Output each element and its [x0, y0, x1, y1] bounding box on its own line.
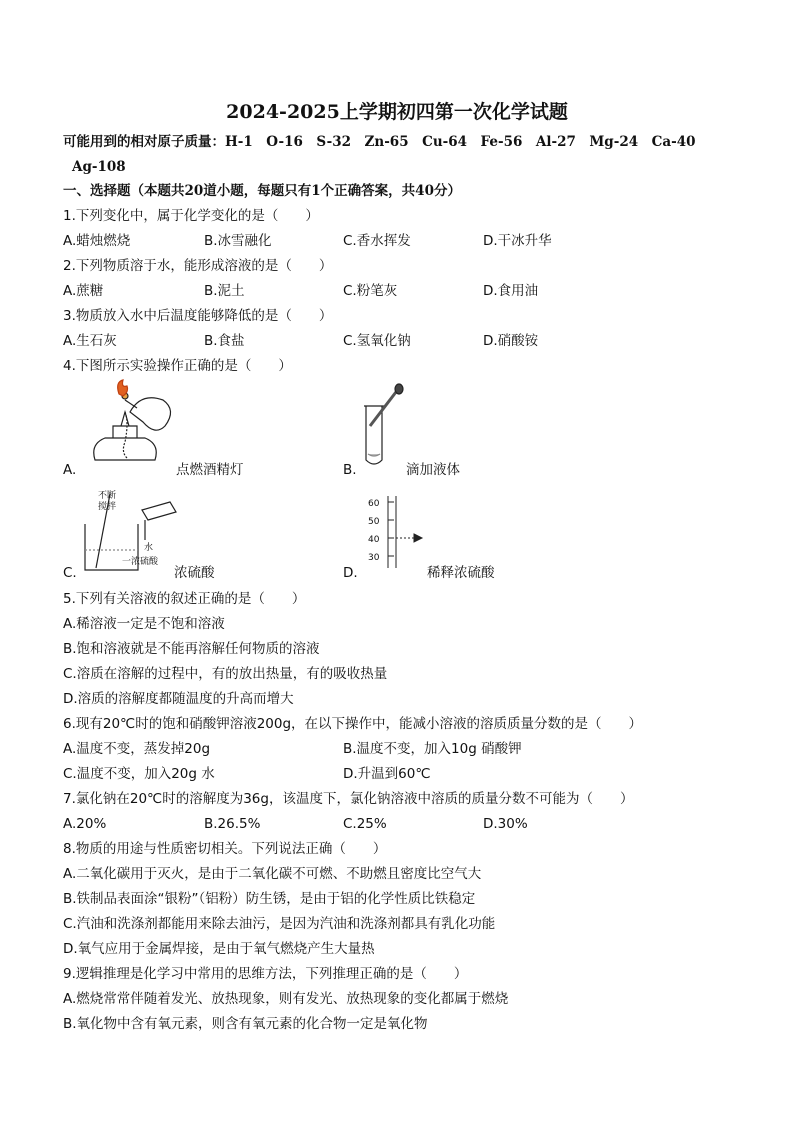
question-5-option-a: A.稀溶液一定是不饱和溶液 [63, 616, 225, 632]
question-9-option-a: A.燃烧常常伴随着发光、放热现象，则有发光、放热现象的变化都属于燃烧 [63, 991, 509, 1007]
question-4-option-a-letter: A. [63, 462, 77, 478]
question-5-option-b: B.饱和溶液就是不能再溶解任何物质的溶液 [63, 641, 320, 657]
stir-label-2: 搅拌 [98, 502, 117, 512]
question-4-option-d-letter: D. [343, 565, 358, 581]
question-4-option-d-caption: 稀释浓硫酸 [427, 565, 495, 581]
atomic-mass-line: 可能用到的相对原子质量：H-1 O-16 S-32 Zn-65 Cu-64 Fe-56 Al-27 Mg-24 Ca-40 [63, 134, 696, 150]
question-2-option-a: A.蔗糖 [63, 283, 104, 299]
question-4-option-c-caption: 浓硫酸 [174, 565, 215, 581]
acid-label: 一浓硫酸 [122, 557, 159, 567]
question-1-stem: 1.下列变化中，属于化学变化的是（ ） [63, 208, 319, 224]
atomic-mass-line-cont: Ag-108 [72, 159, 126, 175]
question-6-stem: 6.现有20℃时的饱和硝酸钾溶液200g，在以下操作中，能减小溶液的溶质质量分数的是（ ） [63, 716, 643, 732]
question-8-option-d: D.氧气应用于金属焊接，是由于氧气燃烧产生大量热 [63, 941, 375, 957]
beaker-pouring-figure [80, 490, 180, 576]
section-heading: 一、选择题（本题共20道小题，每题只有1个正确答案，共40分） [63, 183, 461, 199]
question-8-option-c: C.汽油和洗涤剂都能用来除去油污，是因为汽油和洗涤剂都具有乳化功能 [63, 916, 496, 932]
question-8-stem: 8.物质的用途与性质密切相关。下列说法正确（ ） [63, 841, 387, 857]
question-2-option-d: D.食用油 [483, 283, 539, 299]
question-8-option-b: B.铁制品表面涂“银粉”（铝粉）防生锈，是由于铝的化学性质比铁稳定 [63, 891, 476, 907]
question-6-option-c: C.温度不变，加入20g 水 [63, 766, 215, 782]
question-6-option-b: B.温度不变，加入10g 硝酸钾 [343, 741, 522, 757]
question-1-option-a: A.蜡烛燃烧 [63, 233, 131, 249]
question-2-stem: 2.下列物质溶于水，能形成溶液的是（ ） [63, 258, 333, 274]
question-1-option-d: D.干冰升华 [483, 233, 552, 249]
question-2-option-c: C.粉笔灰 [343, 283, 398, 299]
question-5-option-d: D.溶质的溶解度都随温度的升高而增大 [63, 691, 294, 707]
dropper-test-tube-figure [362, 384, 412, 469]
question-9-stem: 9.逻辑推理是化学习中常用的思维方法，下列推理正确的是（ ） [63, 966, 468, 982]
question-4-option-a-caption: 点燃酒精灯 [176, 462, 244, 478]
question-3-stem: 3.物质放入水中后温度能够降低的是（ ） [63, 308, 333, 324]
question-7-option-c: C.25% [343, 816, 387, 832]
cylinder-tick-50: 50 [368, 517, 380, 527]
cylinder-tick-30: 30 [368, 553, 380, 563]
question-4-option-b-letter: B. [343, 462, 357, 478]
question-7-option-d: D.30% [483, 816, 528, 832]
stir-label-1: 不断 [98, 491, 117, 501]
question-7-stem: 7.氯化钠在20℃时的溶解度为36g，该温度下，氯化钠溶液中溶质的质量分数不可能为（ ） [63, 791, 634, 807]
question-5-option-c: C.溶质在溶解的过程中，有的放出热量，有的吸收热量 [63, 666, 388, 682]
water-label: 水 [144, 543, 154, 553]
exam-title: 2024-2025上学期初四第一次化学试题 [226, 101, 568, 123]
question-3-option-a: A.生石灰 [63, 333, 117, 349]
question-2-option-b: B.泥土 [204, 283, 245, 299]
question-7-option-b: B.26.5% [204, 816, 261, 832]
question-5-stem: 5.下列有关溶液的叙述正确的是（ ） [63, 591, 306, 607]
question-8-option-a: A.二氧化碳用于灭火，是由于二氧化碳不可燃、不助燃且密度比空气大 [63, 866, 482, 882]
question-3-option-d: D.硝酸铵 [483, 333, 539, 349]
question-9-option-b: B.氧化物中含有氧元素，则含有氧元素的化合物一定是氧化物 [63, 1016, 428, 1032]
question-6-option-d: D.升温到60℃ [343, 766, 431, 782]
question-3-option-c: C.氢氧化钠 [343, 333, 411, 349]
question-3-option-b: B.食盐 [204, 333, 245, 349]
question-6-option-a: A.温度不变，蒸发掉20g [63, 741, 211, 757]
question-1-option-c: C.香水挥发 [343, 233, 411, 249]
question-4-option-c-letter: C. [63, 565, 77, 581]
alcohol-lamp-figure [85, 382, 180, 472]
question-4-option-b-caption: 滴加液体 [406, 462, 460, 478]
graduated-cylinder-figure [368, 494, 428, 570]
cylinder-tick-60: 60 [368, 499, 380, 509]
cylinder-tick-40: 40 [368, 535, 380, 545]
question-4-stem: 4.下图所示实验操作正确的是（ ） [63, 358, 292, 374]
question-1-option-b: B.冰雪融化 [204, 233, 272, 249]
question-7-option-a: A.20% [63, 816, 107, 832]
